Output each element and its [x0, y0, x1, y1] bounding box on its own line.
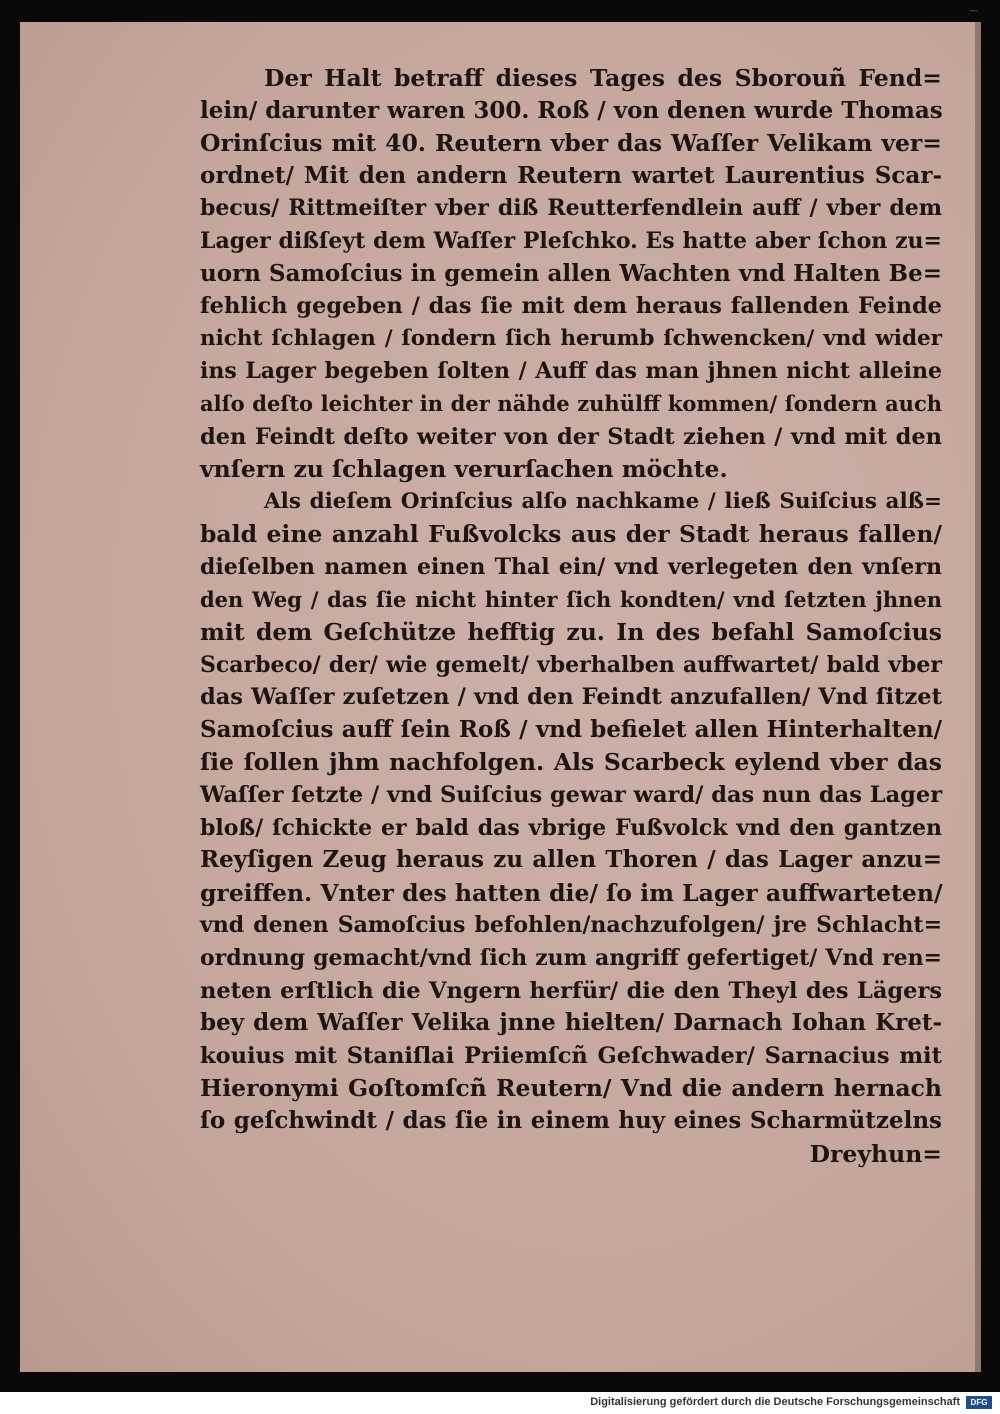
text-line: ſie ſollen jhm nachfolgen. Als Scarbeck eylend vber das	[200, 748, 942, 777]
text-line: bald eine anzahl Fußvolcks aus der Stadt heraus fallen/	[200, 520, 942, 549]
paragraph-1	[200, 62, 942, 486]
text-line: Waſſer ſetzte / vnd Suiſcius gewar ward/ das nun das Lager	[200, 782, 943, 809]
text-line: vnd denen Samoſcius befohlen/nachzufolgen/ jre Schlacht=	[200, 912, 942, 939]
text-line: den Weg / das ſie nicht hinter ſich kondten/ vnd ſetzten jhnen	[200, 586, 942, 612]
text-line: Hieronymi Goſtomſcñ Reutern/ Vnd die andern hernach	[200, 1074, 942, 1103]
text-line: bloß/ ſchickte er bald das vbrige Fußvolck vnd den gantzen	[200, 814, 942, 841]
corner-mark: —	[969, 6, 978, 16]
dfg-logo: DFG	[966, 1396, 992, 1409]
text-line: lein/ darunter waren 300. Roß / von denen wurde Thomas	[200, 96, 943, 124]
funding-credit: Digitalisierung gefördert durch die Deutsche Forschungsgemeinschaft	[590, 1396, 960, 1408]
page-edge	[975, 22, 981, 1372]
text-line: Lager dißſeyt dem Waſſer Pleſchko. Es hatte aber ſchon zu=	[200, 227, 942, 254]
footer-bar	[0, 1392, 1000, 1414]
text-line: vnſern zu ſchlagen verurſachen möchte.	[200, 455, 728, 484]
text-line: neten erſtlich die Vngern herfür/ die den Theyl des Lägers	[200, 977, 942, 1004]
page-text	[200, 62, 942, 1170]
text-line: mit dem Geſchütze hefftig zu. In des befahl Samoſcius	[200, 618, 942, 647]
text-line: Als dieſem Orinſcius alſo nachkame / ließ Suiſcius alß=	[264, 488, 942, 514]
text-line: ordnung gemacht/vnd ſich zum angriff gefertiget/ Vnd ren=	[200, 945, 942, 972]
text-line: Der Halt betraff dieses Tages des Sborouñ Fend=	[264, 64, 942, 92]
text-line: das Waſſer zuſetzen / vnd den Feindt anzufallen/ Vnd ſitzet	[200, 684, 942, 711]
text-line: nicht ſchlagen / ſondern ſich herumb ſchwencken/ vnd wider	[200, 325, 942, 351]
catchword: Dreyhun=	[809, 1139, 942, 1168]
text-line: Orinſcius mit 40. Reutern vber das Waſſer Velikam ver=	[200, 129, 942, 158]
text-line: bey dem Waſſer Velika jnne hielten/ Darnach Iohan Kret-	[200, 1009, 942, 1037]
text-line: ſo geſchwindt / das ſie in einem huy eines Scharmützelns	[200, 1107, 942, 1134]
text-line: kouius mit Staniſlai Priiemſcñ Geſchwader/ Sarnacius mit	[200, 1042, 942, 1069]
text-line: uorn Samoſcius in gemein allen Wachten vnd Halten Be=	[200, 259, 942, 287]
text-line: den Feindt deſto weiter von der Stadt ziehen / vnd mit den	[200, 423, 942, 450]
text-line: fehlich gegeben / das ſie mit dem heraus fallenden Feinde	[200, 293, 942, 320]
text-line: Reyſigen Zeug heraus zu allen Thoren / das Lager anzu=	[200, 846, 942, 874]
text-line: dieſelben namen einen Thal ein/ vnd verlegeten den vnſern	[200, 553, 942, 580]
text-line: ordnet/ Mit den andern Reutern wartet Laurentius Scar-	[200, 161, 942, 189]
paragraph-2	[200, 486, 942, 1138]
text-line: alſo deſto leichter in der nähde zuhülff kommen/ ſondern auch	[200, 390, 942, 416]
text-line: greiffen. Vnter des hatten die/ ſo im Lager auffwarteten/	[200, 878, 943, 907]
text-line: becus/ Rittmeiſter vber diß Reutterfendlein auff / vber dem	[200, 195, 942, 222]
text-line: Samoſcius auff ſein Roß / vnd befielet allen Hinterhalten/	[200, 715, 942, 743]
text-line: Scarbeco/ der/ wie gemelt/ vberhalben auffwartet/ bald vber	[200, 651, 942, 678]
text-line: ins Lager begeben ſolten / Auff das man jhnen nicht alleine	[200, 358, 942, 385]
